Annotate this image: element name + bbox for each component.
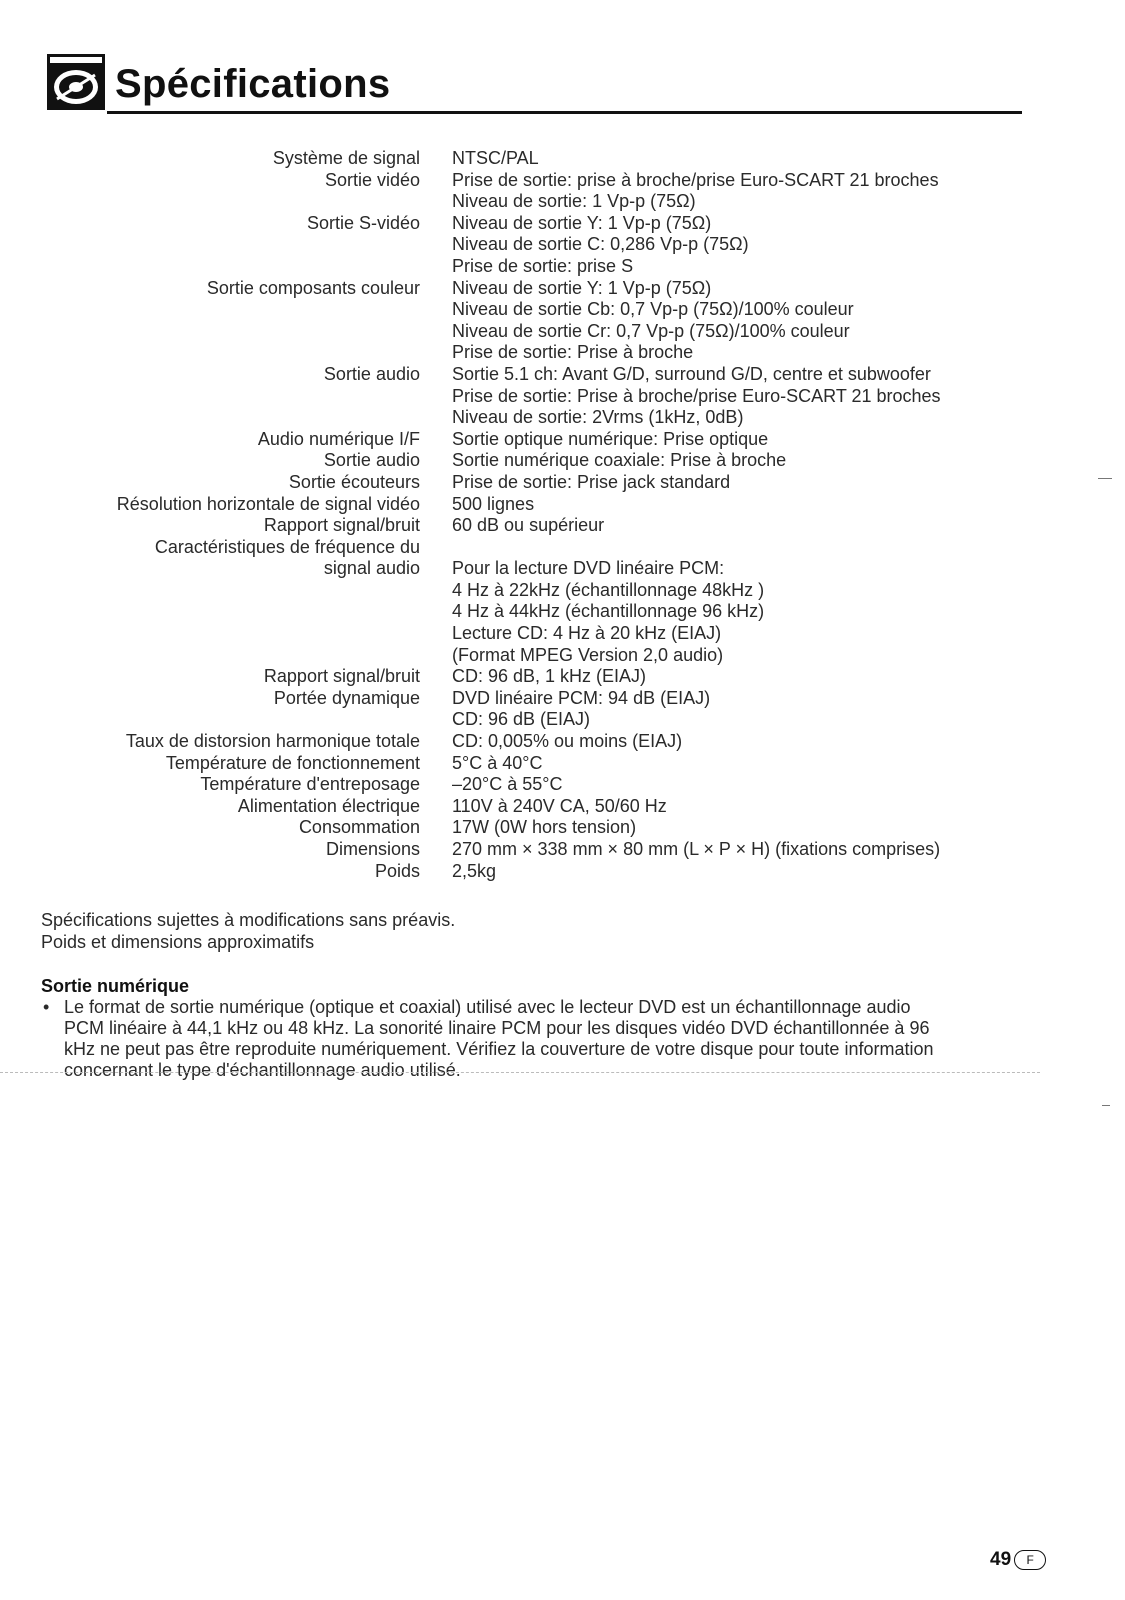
spec-value-line: Niveau de sortie Y: 1 Vp-p (75Ω) [452,277,712,298]
spec-row [0,861,1125,883]
spec-value [452,817,1092,839]
spec-label: Portée dynamique [273,687,420,708]
dashed-divider [0,1072,1040,1073]
spec-value-line: 110V à 240V CA, 50/60 Hz [452,795,667,816]
spec-label: Système de signal [272,148,420,168]
spec-row [0,537,1125,667]
disc-player-icon [47,54,105,110]
spec-row [0,753,1125,775]
spec-value [452,148,1092,170]
spec-notes [41,910,455,953]
spec-value-line: Lecture CD: 4 Hz à 20 kHz (EIAJ) [452,623,722,644]
spec-row [0,170,1125,213]
spec-label: Rapport signal/bruit [263,515,420,536]
spec-value-line: DVD linéaire PCM: 94 dB (EIAJ) [452,687,711,708]
spec-value-line: 17W (0W hors tension) [452,817,637,838]
spec-value [452,472,1092,494]
spec-value [452,839,1092,861]
spec-label: Caractéristiques de fréquence du signal audio [154,536,420,579]
spec-value [452,666,1092,688]
spec-row [0,688,1125,731]
spec-value-line: Prise de sortie: prise à broche/prise Euro-SCART 21 broches [452,169,939,190]
spec-value-line: (Format MPEG Version 2,0 audio) [452,644,724,665]
spec-value-line: Prise de sortie: prise S [452,255,634,276]
spec-value-line: 270 mm × 338 mm × 80 mm (L × P × H) (fixations comprises) [452,839,941,859]
spec-value-line: Niveau de sortie Cb: 0,7 Vp-p (75Ω)/100% couleur [452,299,854,320]
spec-value [452,796,1092,818]
bullet-icon: • [43,997,50,1017]
spec-label: Dimensions [325,839,420,859]
spec-value-line: 5°C à 40°C [452,752,543,773]
spec-value [452,774,1092,796]
spec-row [0,774,1125,796]
spec-value-line: Sortie optique numérique: Prise optique [452,428,769,449]
spec-value [452,213,1092,278]
spec-value-line: 2,5kg [452,860,497,881]
spec-row [0,839,1125,861]
spec-label: Sortie audio [323,363,420,384]
spec-value-line: Niveau de sortie: 2Vrms (1kHz, 0dB) [452,407,744,428]
edge-mark [1098,478,1112,479]
spec-row [0,666,1125,688]
bullet-text [64,997,1041,1081]
spec-row [0,472,1125,494]
page-number: 49 [990,1549,1012,1570]
spec-value-line: Niveau de sortie Cr: 0,7 Vp-p (75Ω)/100% couleur [452,320,850,341]
spec-value-line: 4 Hz à 22kHz (échantillonnage 48kHz ) [452,579,765,600]
bullet-item [41,997,1041,1081]
edge-mark [1102,1105,1110,1106]
page-footer [990,1549,1046,1571]
spec-value-line: NTSC/PAL [452,148,539,168]
spec-label: Résolution horizontale de signal vidéo [116,493,420,514]
spec-value-line: CD: 96 dB, 1 kHz (EIAJ) [452,666,647,687]
spec-row [0,494,1125,516]
spec-label: Audio numérique I/F [257,428,420,449]
spec-value [452,170,1092,213]
spec-value [452,688,1092,731]
spec-value-line: CD: 96 dB (EIAJ) [452,709,591,730]
paragraph-line: PCM linéaire à 44,1 kHz ou 48 kHz. La sonorité linaire PCM pour les disques vidéo DVD échantillonnée à 96 [64,1018,930,1038]
spec-label: Alimentation électrique [237,795,420,816]
spec-row [0,731,1125,753]
spec-row [0,817,1125,839]
spec-value-line [452,537,1092,559]
spec-value [452,364,1092,429]
spec-value-line: Prise de sortie: Prise jack standard [452,471,731,492]
spec-row [0,450,1125,472]
spec-value-line: Niveau de sortie C: 0,286 Vp-p (75Ω) [452,234,749,255]
paragraph-line: Le format de sortie numérique (optique et coaxial) utilisé avec le lecteur DVD est un échantillonnage audio [64,997,911,1017]
paragraph-line: kHz ne peut pas être reproduite numériquement. Vérifiez la couverture de votre disque pour toute information [64,1039,934,1059]
language-badge: F [1014,1550,1046,1570]
spec-label: Sortie audio [323,450,420,471]
spec-label: Poids [374,860,420,881]
spec-label: Sortie écouteurs [288,471,420,492]
spec-label: Sortie S-vidéo [306,212,420,233]
spec-label: Température d'entreposage [200,774,420,795]
note-line: Poids et dimensions approximatifs [41,931,315,952]
section-heading: Sortie numérique [41,976,190,996]
spec-value [452,515,1092,537]
note-line: Spécifications sujettes à modifications sans préavis. [41,910,456,930]
spec-row [0,278,1125,364]
spec-value-line: –20°C à 55°C [452,774,563,795]
spec-value [452,278,1092,364]
page-title: Spécifications [115,62,391,106]
spec-value-line: Prise de sortie: Prise à broche [452,342,694,363]
spec-value [452,494,1092,516]
spec-row [0,148,1125,170]
spec-value-line: CD: 0,005% ou moins (EIAJ) [452,731,683,752]
spec-value [452,861,1092,883]
spec-label: Sortie composants couleur [206,277,420,298]
spec-value-line: Niveau de sortie: 1 Vp-p (75Ω) [452,191,696,212]
spec-value-line: Pour la lecture DVD linéaire PCM: [452,558,725,579]
spec-label: Température de fonctionnement [165,752,420,773]
spec-row [0,213,1125,278]
spec-label: Sortie vidéo [324,169,420,190]
digital-output-section [41,975,1041,1081]
spec-row [0,796,1125,818]
spec-row [0,515,1125,537]
spec-value-line: Prise de sortie: Prise à broche/prise Euro-SCART 21 broches [452,385,941,406]
spec-value-line: 60 dB ou supérieur [452,515,605,536]
spec-row [0,429,1125,451]
spec-row [0,364,1125,429]
spec-value-line: 4 Hz à 44kHz (échantillonnage 96 kHz) [452,601,765,622]
specifications-table [0,148,1125,882]
spec-value [452,731,1092,753]
spec-value-line: Sortie numérique coaxiale: Prise à broche [452,450,787,471]
spec-value [452,450,1092,472]
paragraph-line: concernant le type d'échantillonnage audio utilisé. [64,1060,461,1080]
spec-value [452,429,1092,451]
spec-value-line: Niveau de sortie Y: 1 Vp-p (75Ω) [452,212,712,233]
spec-value-line: 500 lignes [452,493,535,514]
spec-label: Consommation [298,817,420,838]
spec-value-line: Sortie 5.1 ch: Avant G/D, surround G/D, centre et subwoofer [452,363,931,384]
spec-label: Rapport signal/bruit [263,666,420,687]
spec-label: Taux de distorsion harmonique totale [125,731,420,752]
spec-value [452,753,1092,775]
header-rule [107,111,1022,114]
spec-value [452,537,1092,667]
